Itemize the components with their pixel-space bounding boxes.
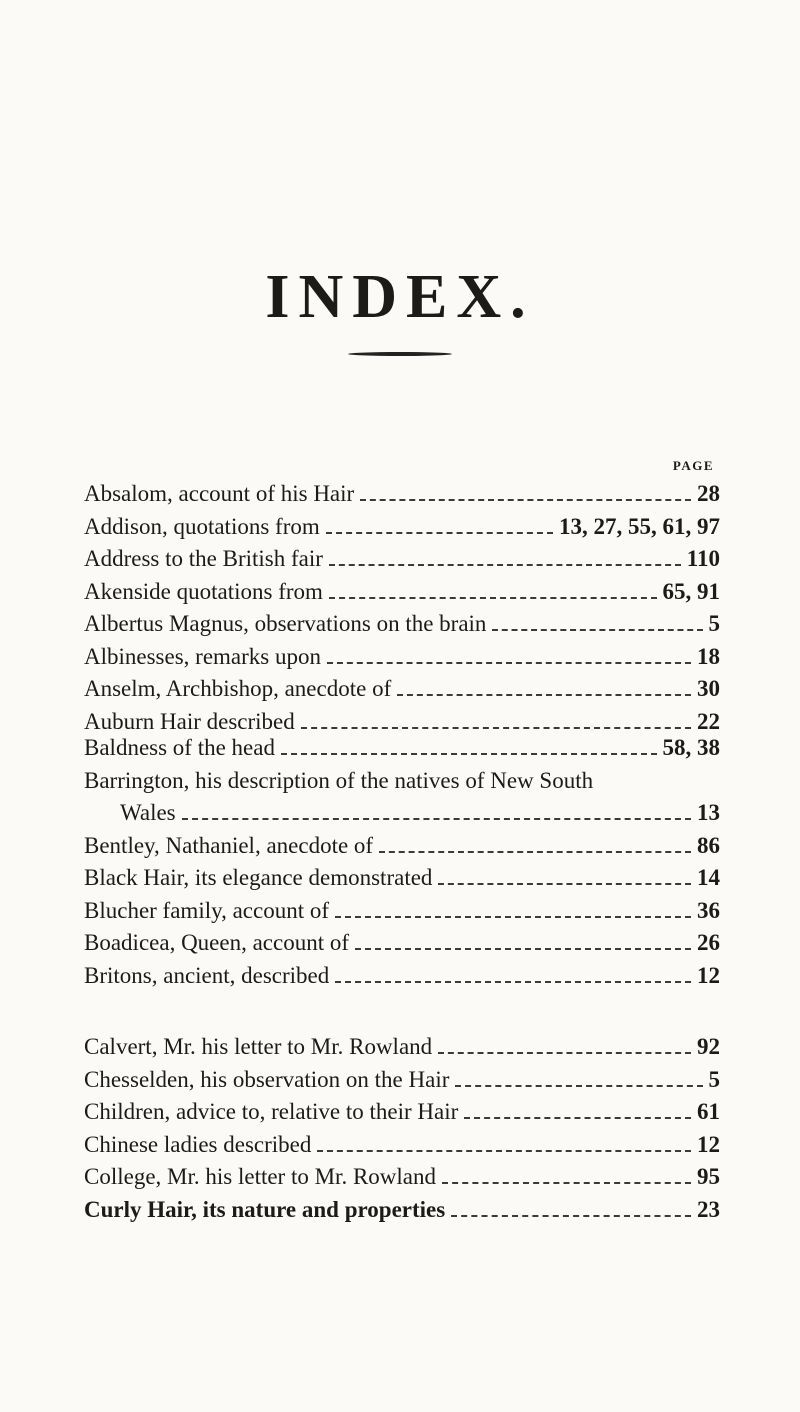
page-column-head: PAGE (672, 458, 714, 473)
index-entry: Address to the British fair 110 (84, 546, 720, 571)
index-entry: Barrington, his description of the natives of New South (84, 767, 594, 793)
index-entry: Baldness of the head 58, 38 (84, 735, 720, 760)
index-entry: Chinese ladies described 12 (84, 1131, 720, 1157)
index-entry: Britons, ancient, described 12 (84, 962, 720, 988)
page-title: INDEX. (265, 263, 535, 331)
index-entry: Children, advice to, relative to their Hair 61 (84, 1099, 720, 1124)
index-entry: Curly Hair, its nature and properties 23 (84, 1196, 720, 1222)
index-entry: Boadicea, Queen, account of 26 (84, 930, 720, 955)
index-entry: Bentley, Nathaniel, anecdote of 86 (84, 832, 720, 858)
index-group-b (84, 732, 720, 992)
index-entry: Calvert, Mr. his letter to Mr. Rowland 92 (84, 1034, 720, 1059)
index-entry: Albertus Magnus, observations on the brain 5 (84, 611, 720, 636)
index-entry: Addison, quotations from 13, 27, 55, 61, 97 (84, 513, 720, 539)
title-ornament-rule (348, 352, 452, 356)
index-entry-continued: Wales 13 (120, 800, 720, 825)
index-entry: College, Mr. his letter to Mr. Rowland 95 (84, 1164, 720, 1189)
index-group-c (84, 1031, 720, 1226)
index-entry: Akenside quotations from 65, 91 (84, 578, 720, 604)
index-entry: Black Hair, its elegance demonstrated 14 (84, 865, 720, 890)
index-entry: Auburn Hair described 22 (84, 708, 720, 734)
index-group-a (84, 478, 720, 738)
index-entry: Anselm, Archbishop, anecdote of 30 (84, 676, 720, 701)
index-entry: Chesselden, his observation on the Hair 5 (84, 1066, 720, 1092)
index-entry: Albinesses, remarks upon 18 (84, 643, 720, 669)
index-entry: Absalom, account of his Hair 28 (84, 481, 720, 506)
index-entry: Blucher family, account of 36 (84, 897, 720, 923)
